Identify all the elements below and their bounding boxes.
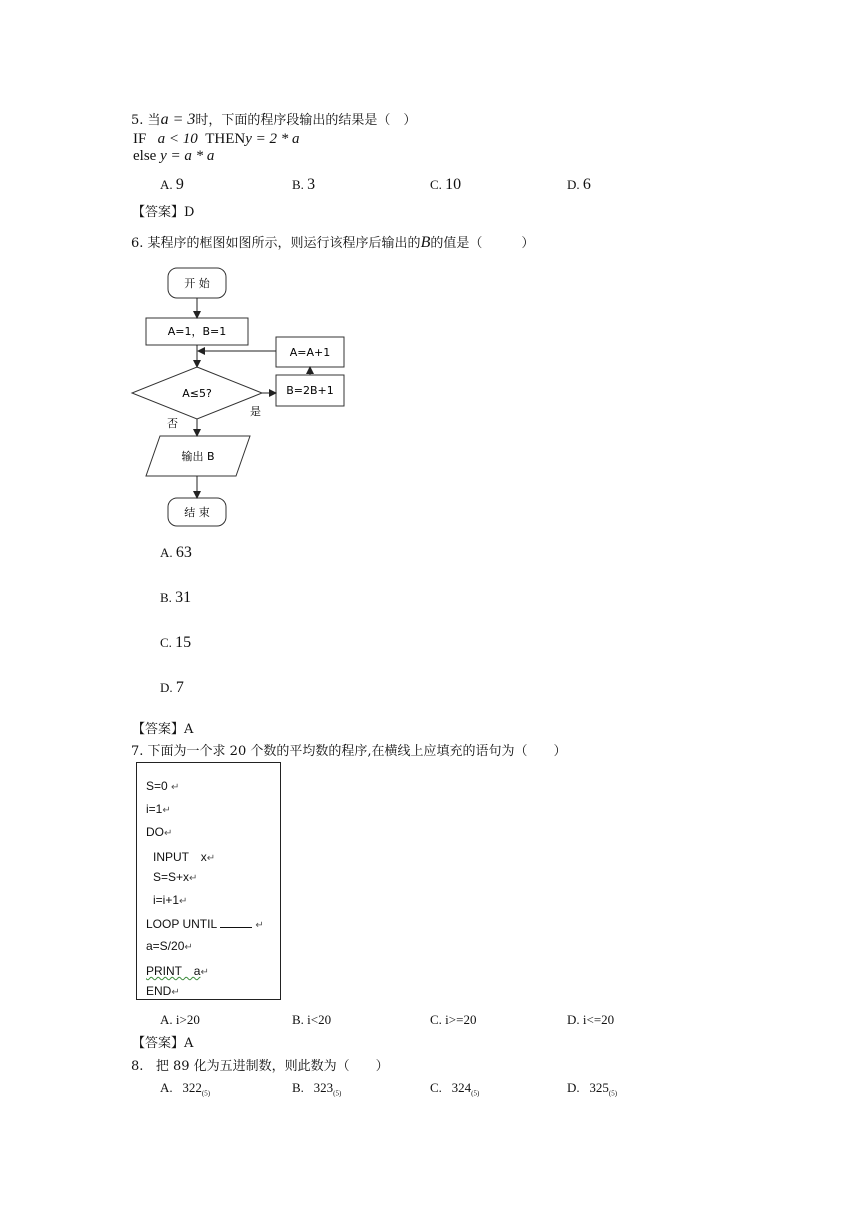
q5-option-a[interactable]: A. 9 [160,176,184,193]
q8-text: 把 89 化为五进制数，则此数为（ ） [155,1059,389,1074]
q7-text: 下面为一个求 20 个数的平均数的程序,在横线上应填充的语句为（ ） [147,744,567,759]
flow-decision-label: A≤5? [182,387,212,400]
program-line: i=i+1↵ [153,893,188,907]
q5-stem [131,109,416,129]
keyword-if: IF [133,131,147,147]
q5-option-d[interactable]: D. 6 [567,176,591,193]
q8-option-b[interactable]: B. $323_{(5)}$ [292,1080,342,1098]
flow-init-label: A=1，B=1 [167,325,227,338]
q7-option-d[interactable]: D. i<=20 [567,1012,615,1027]
q6-flowchart [125,262,365,532]
q8-option-a[interactable]: A. $322_{(5)}$ [160,1080,211,1098]
q5-option-b[interactable]: B. 3 [292,176,316,193]
q5-prefix: 当 [147,113,161,128]
q5-condition: a = 3 [160,111,196,128]
q5-code-line1 [133,131,300,148]
q6-text-after: 的值是（ ） [430,236,535,251]
q5-code-line2 [133,148,214,165]
flow-output-label: 输出 B [181,450,215,463]
program-line: S=0 ↵ [146,779,180,793]
program-line: a=S/20↵ [146,939,193,953]
q6-text-before: 某程序的框图如图所示，则运行该程序后输出的 [147,236,421,251]
program-line: PRINT a↵ [146,964,209,978]
q8-stem [131,1055,389,1074]
flow-start-label: 开 始 [184,277,210,290]
q8-number: 8. [131,1059,144,1074]
program-line: LOOP UNTIL ↵ [146,917,264,931]
flow-no-label: 否 [167,417,178,430]
flow-step1-label: B=2B+1 [286,384,334,397]
q7-answer: 【答案】A [132,1036,194,1051]
q5-suffix: 时，下面的程序段输出的结果是（ ） [195,113,417,128]
q7-program-box [136,762,281,1000]
q6-option-a[interactable]: A. 63 [160,544,192,561]
q6-option-c[interactable]: C. 15 [160,634,192,651]
program-line: END↵ [146,984,180,998]
program-line: DO↵ [146,825,173,839]
q7-option-c[interactable]: C. i>=20 [430,1012,477,1027]
q7-option-a[interactable]: A. i>20 [160,1012,200,1027]
q6-answer: 【答案】A [132,722,194,737]
q6-option-d[interactable]: D. 7 [160,679,184,696]
q5-answer: 【答案】D [132,205,195,220]
q5-option-c[interactable]: C. 10 [430,176,462,193]
q6-stem [131,232,534,252]
keyword-then: THEN [205,131,246,147]
program-line: INPUT x↵ [153,850,216,864]
if-condition: a < 10 [157,131,198,147]
keyword-else: else [133,148,157,164]
q7-number: 7. [131,744,144,759]
flow-end-label: 结 束 [184,506,210,519]
program-line: i=1↵ [146,802,171,816]
q8-option-c[interactable]: C. $324_{(5)}$ [430,1080,480,1098]
q6-var: B [420,234,431,251]
q5-number: 5. [131,113,144,128]
q6-number: 6. [131,236,144,251]
q8-option-d[interactable]: D. $325_{(5)}$ [567,1080,618,1098]
then-expression: y = 2 * a [245,131,300,147]
q7-stem [131,740,567,759]
flow-step2-label: A=A+1 [289,346,331,359]
q6-option-b[interactable]: B. 31 [160,589,192,606]
q7-option-b[interactable]: B. i<20 [292,1012,332,1027]
program-line: S=S+x↵ [153,870,198,884]
else-expression: y = a * a [160,148,215,164]
fill-blank[interactable] [220,916,252,928]
flow-yes-label: 是 [250,405,261,418]
